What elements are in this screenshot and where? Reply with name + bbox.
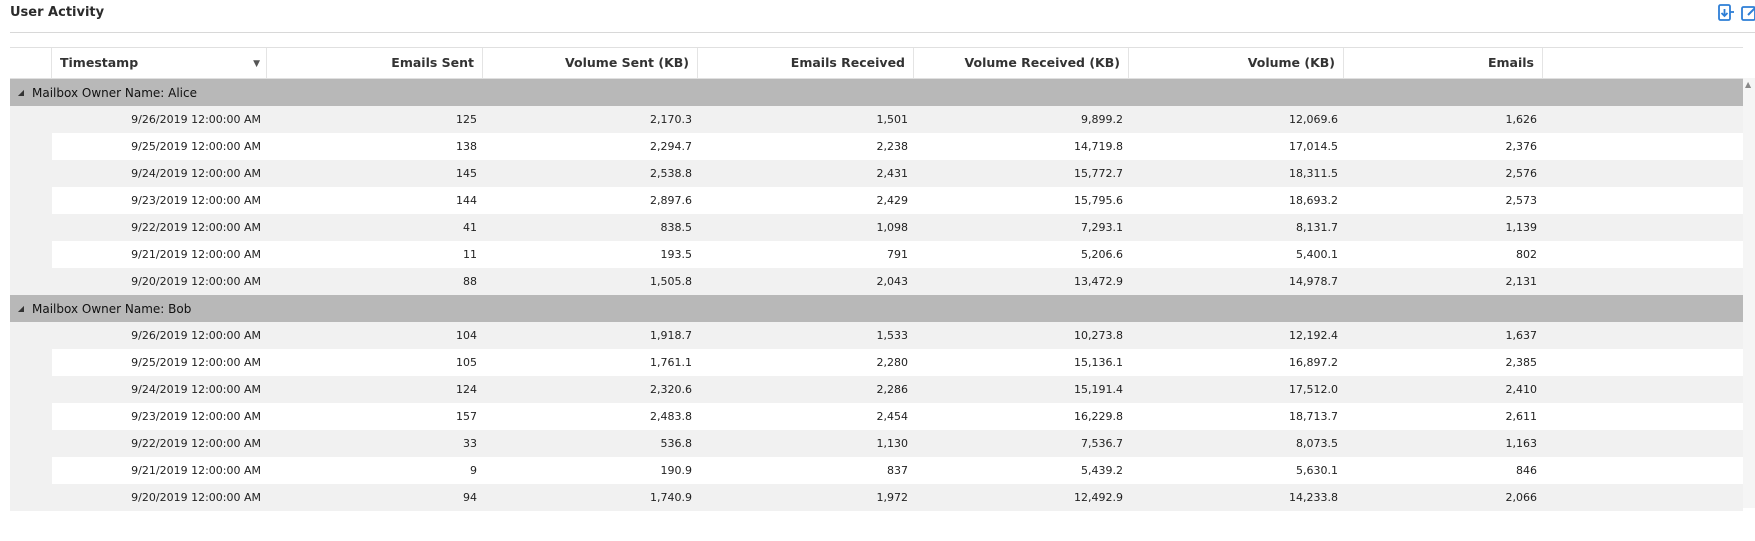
cell-volume: 5,630.1 (1296, 464, 1338, 477)
cell-timestamp: 9/24/2019 12:00:00 AM (131, 167, 261, 180)
cell-emails-received: 2,043 (876, 275, 908, 288)
row-indent (10, 241, 52, 268)
cell-volume-received: 5,206.6 (1081, 248, 1123, 261)
cell-volume: 18,311.5 (1289, 167, 1338, 180)
cell-emails: 2,573 (1505, 194, 1537, 207)
cell-emails-sent: 138 (456, 140, 477, 153)
title-bar (0, 0, 1755, 33)
cell-emails-sent: 125 (456, 113, 477, 126)
cell-emails-received: 2,431 (876, 167, 908, 180)
cell-volume: 14,978.7 (1289, 275, 1338, 288)
table-row[interactable] (10, 484, 1743, 511)
cell-emails-sent: 94 (463, 491, 477, 504)
column-header-emails-received[interactable] (698, 48, 914, 78)
cell-volume-received: 13,472.9 (1074, 275, 1123, 288)
title-divider (10, 32, 1755, 33)
column-header-label: Emails Received (790, 55, 905, 70)
collapse-group-icon[interactable]: ◢ (17, 304, 25, 313)
cell-timestamp: 9/24/2019 12:00:00 AM (131, 383, 261, 396)
column-header-timestamp[interactable] (52, 48, 267, 78)
cell-volume-sent: 2,538.8 (650, 167, 692, 180)
cell-volume-received: 10,273.8 (1074, 329, 1123, 342)
cell-volume: 14,233.8 (1289, 491, 1338, 504)
cell-emails-received: 2,454 (876, 410, 908, 423)
cell-volume-received: 16,229.8 (1074, 410, 1123, 423)
cell-volume: 12,069.6 (1289, 113, 1338, 126)
cell-emails-received: 2,429 (876, 194, 908, 207)
cell-volume-sent: 190.9 (660, 464, 692, 477)
column-header-emails[interactable] (1344, 48, 1543, 78)
row-indent (10, 160, 52, 187)
table-row[interactable] (10, 403, 1743, 430)
cell-volume-sent: 2,320.6 (650, 383, 692, 396)
cell-emails: 2,385 (1505, 356, 1537, 369)
group-label: Mailbox Owner Name: Alice (32, 85, 197, 100)
table-row[interactable] (10, 376, 1743, 403)
column-header-label: Emails Sent (391, 55, 474, 70)
cell-emails: 1,637 (1505, 329, 1537, 342)
column-header-volume[interactable] (1129, 48, 1344, 78)
cell-emails: 846 (1516, 464, 1537, 477)
cell-volume-sent: 2,483.8 (650, 410, 692, 423)
cell-emails: 1,139 (1505, 221, 1537, 234)
cell-volume-sent: 2,170.3 (650, 113, 692, 126)
cell-volume: 17,512.0 (1289, 383, 1338, 396)
cell-emails-received: 1,098 (876, 221, 908, 234)
cell-timestamp: 9/21/2019 12:00:00 AM (131, 248, 261, 261)
cell-volume: 18,693.2 (1289, 194, 1338, 207)
cell-timestamp: 9/20/2019 12:00:00 AM (131, 275, 261, 288)
cell-emails-sent: 88 (463, 275, 477, 288)
row-indent (10, 484, 52, 511)
cell-emails: 1,163 (1505, 437, 1537, 450)
expand-column-header[interactable] (10, 48, 52, 78)
cell-volume-sent: 1,761.1 (650, 356, 692, 369)
cell-volume-sent: 536.8 (660, 437, 692, 450)
cell-volume-sent: 1,740.9 (650, 491, 692, 504)
cell-volume: 12,192.4 (1289, 329, 1338, 342)
cell-volume-received: 15,795.6 (1074, 194, 1123, 207)
cell-volume-received: 15,772.7 (1074, 167, 1123, 180)
cell-emails-sent: 9 (470, 464, 477, 477)
cell-volume-sent: 2,294.7 (650, 140, 692, 153)
row-indent (10, 322, 52, 349)
cell-volume: 8,073.5 (1296, 437, 1338, 450)
cell-volume-received: 14,719.8 (1074, 140, 1123, 153)
cell-volume-received: 15,191.4 (1074, 383, 1123, 396)
cell-emails: 2,410 (1505, 383, 1537, 396)
cell-timestamp: 9/25/2019 12:00:00 AM (131, 140, 261, 153)
row-indent (10, 430, 52, 457)
cell-emails-sent: 144 (456, 194, 477, 207)
row-indent (10, 133, 52, 160)
cell-timestamp: 9/25/2019 12:00:00 AM (131, 356, 261, 369)
cell-emails-received: 1,501 (876, 113, 908, 126)
cell-emails-sent: 145 (456, 167, 477, 180)
table-row[interactable] (10, 349, 1743, 376)
cell-emails: 2,576 (1505, 167, 1537, 180)
cell-volume-received: 5,439.2 (1081, 464, 1123, 477)
cell-timestamp: 9/23/2019 12:00:00 AM (131, 410, 261, 423)
table-row[interactable] (10, 430, 1743, 457)
row-indent (10, 187, 52, 214)
row-indent (10, 376, 52, 403)
column-header-volume-received[interactable] (914, 48, 1129, 78)
row-indent (10, 214, 52, 241)
row-indent (10, 403, 52, 430)
cell-emails: 2,376 (1505, 140, 1537, 153)
column-header-label: Volume Received (KB) (964, 55, 1120, 70)
cell-volume: 5,400.1 (1296, 248, 1338, 261)
cell-emails-received: 791 (887, 248, 908, 261)
collapse-group-icon[interactable]: ◢ (17, 88, 25, 97)
sort-descending-icon[interactable]: ▼ (253, 59, 260, 69)
cell-volume-received: 7,536.7 (1081, 437, 1123, 450)
export-icon[interactable] (1716, 3, 1736, 23)
cell-volume: 16,897.2 (1289, 356, 1338, 369)
cell-emails-sent: 33 (463, 437, 477, 450)
column-header-emails-sent[interactable] (267, 48, 483, 78)
table-row[interactable] (10, 241, 1743, 268)
cell-emails: 2,131 (1505, 275, 1537, 288)
cell-emails-received: 2,280 (876, 356, 908, 369)
table-row[interactable] (10, 214, 1743, 241)
cell-volume-sent: 2,897.6 (650, 194, 692, 207)
row-indent (10, 349, 52, 376)
cell-volume-received: 7,293.1 (1081, 221, 1123, 234)
cell-emails: 2,611 (1505, 410, 1537, 423)
cell-volume-sent: 193.5 (660, 248, 692, 261)
row-indent (10, 457, 52, 484)
cell-volume-received: 15,136.1 (1074, 356, 1123, 369)
cell-emails-received: 1,533 (876, 329, 908, 342)
cell-volume-received: 12,492.9 (1074, 491, 1123, 504)
cell-volume: 8,131.7 (1296, 221, 1338, 234)
cell-emails-sent: 157 (456, 410, 477, 423)
table-row[interactable] (10, 268, 1743, 295)
cell-timestamp: 9/23/2019 12:00:00 AM (131, 194, 261, 207)
column-header-label: Volume (KB) (1247, 55, 1335, 70)
group-row[interactable] (10, 295, 1743, 322)
panel-title: User Activity (10, 5, 105, 20)
cell-emails: 802 (1516, 248, 1537, 261)
table-row[interactable] (10, 133, 1743, 160)
cell-emails-received: 2,286 (876, 383, 908, 396)
edit-icon[interactable] (1740, 3, 1755, 23)
cell-emails-sent: 11 (463, 248, 477, 261)
cell-timestamp: 9/26/2019 12:00:00 AM (131, 329, 261, 342)
cell-emails: 2,066 (1505, 491, 1537, 504)
group-label: Mailbox Owner Name: Bob (32, 301, 192, 316)
group-row[interactable] (10, 79, 1743, 106)
row-indent (10, 106, 52, 133)
table-row[interactable] (10, 187, 1743, 214)
cell-volume-received: 9,899.2 (1081, 113, 1123, 126)
user-activity-grid (10, 47, 1743, 511)
cell-volume: 18,713.7 (1289, 410, 1338, 423)
column-header-row (10, 47, 1743, 79)
cell-emails-sent: 104 (456, 329, 477, 342)
cell-emails-received: 2,238 (876, 140, 908, 153)
column-header-label: Timestamp (60, 55, 139, 70)
cell-emails-sent: 124 (456, 383, 477, 396)
column-header-label: Volume Sent (KB) (565, 55, 689, 70)
cell-timestamp: 9/26/2019 12:00:00 AM (131, 113, 261, 126)
cell-timestamp: 9/22/2019 12:00:00 AM (131, 221, 261, 234)
cell-emails-sent: 105 (456, 356, 477, 369)
cell-timestamp: 9/20/2019 12:00:00 AM (131, 491, 261, 504)
scroll-up-icon[interactable]: ▲ (1745, 80, 1752, 89)
cell-emails-received: 1,972 (876, 491, 908, 504)
cell-emails-received: 837 (887, 464, 908, 477)
table-row[interactable] (10, 322, 1743, 349)
cell-volume-sent: 1,505.8 (650, 275, 692, 288)
cell-emails-received: 1,130 (876, 437, 908, 450)
cell-emails: 1,626 (1505, 113, 1537, 126)
column-header-volume-sent[interactable] (483, 48, 698, 78)
cell-timestamp: 9/21/2019 12:00:00 AM (131, 464, 261, 477)
cell-volume-sent: 1,918.7 (650, 329, 692, 342)
cell-timestamp: 9/22/2019 12:00:00 AM (131, 437, 261, 450)
cell-volume-sent: 838.5 (660, 221, 692, 234)
table-row[interactable] (10, 160, 1743, 187)
column-header-label: Emails (1487, 55, 1534, 70)
cell-volume: 17,014.5 (1289, 140, 1338, 153)
vertical-scrollbar[interactable] (1743, 78, 1755, 508)
cell-emails-sent: 41 (463, 221, 477, 234)
grid-body (10, 79, 1743, 511)
table-row[interactable] (10, 106, 1743, 133)
row-indent (10, 268, 52, 295)
table-row[interactable] (10, 457, 1743, 484)
